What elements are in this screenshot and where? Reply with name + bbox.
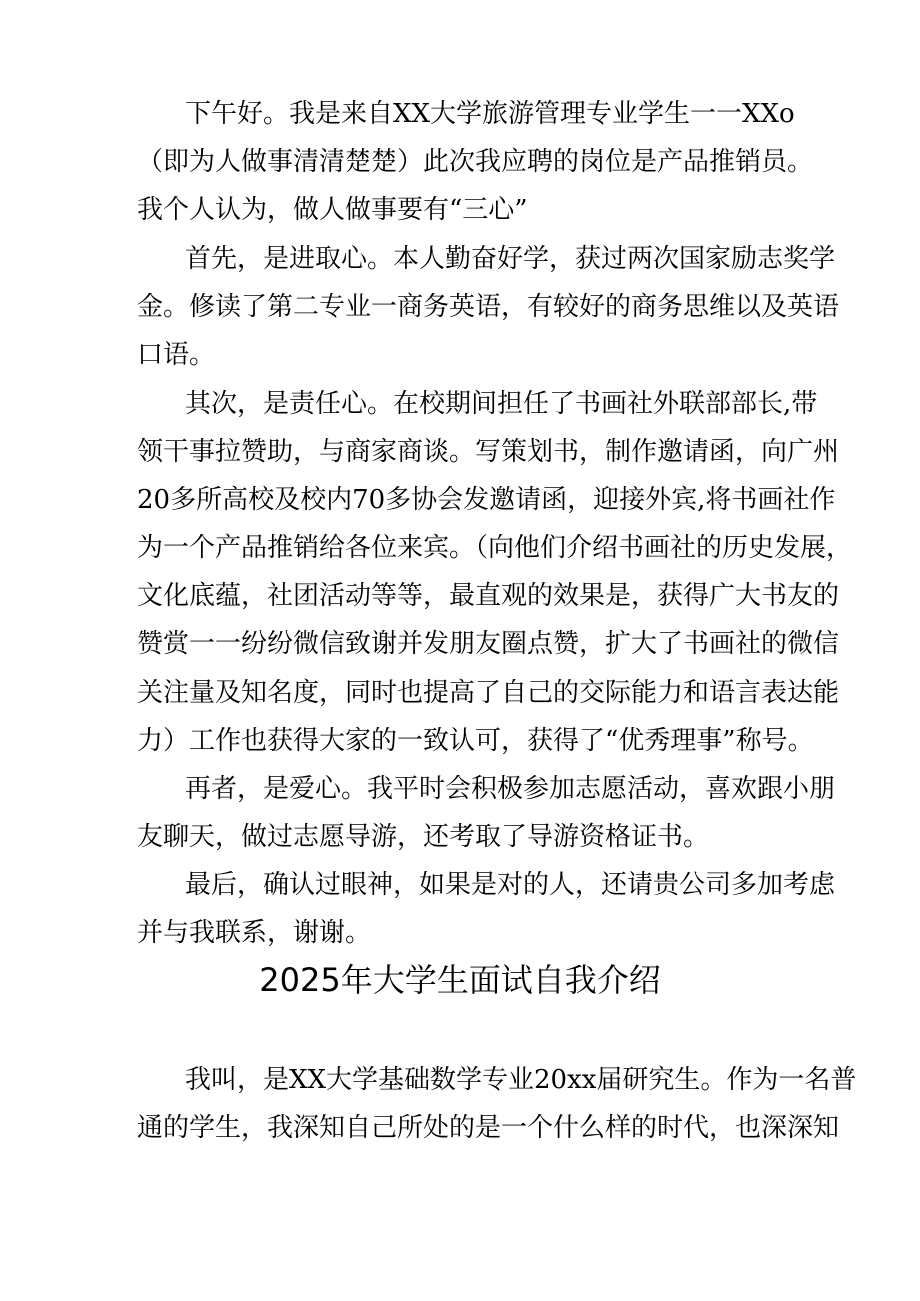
paragraph-line: 我个人认为，做人做事要有“三心”: [137, 195, 528, 225]
paragraph-line: 20多所高校及校内70多协会发邀请函，迎接外宾,将书画社作: [137, 485, 836, 515]
paragraph-line: 首先，是进取心。本人勤奋好学，获过两次国家励志奖学: [185, 244, 836, 274]
paragraph-line: 文化底蕴，社团活动等等，最直观的效果是，获得广大书友的: [137, 581, 840, 611]
paragraph-line: 通的学生，我深知自己所处的是一个什么样的时代，也深深知: [137, 1113, 840, 1143]
paragraph-line: 力）工作也获得大家的一致认可，获得了“优秀理事”称号。: [137, 726, 814, 756]
paragraph-line: 最后，确认过眼神，如果是对的人，还请贵公司多加考虑: [185, 870, 836, 900]
paragraph-line: 下午好。我是来自XX大学旅游管理专业学生一一XXo: [185, 99, 795, 129]
paragraph-line: 其次，是责任心。在校期间担任了书画社外联部部长,带: [185, 389, 818, 419]
paragraph-line: （即为人做事清清楚楚）此次我应聘的岗位是产品推销员。: [137, 147, 814, 177]
paragraph-line: 友聊天，做过志愿导游，还考取了导游资格证书。: [137, 822, 710, 852]
paragraph-line: 并与我联系，谢谢。: [137, 918, 372, 948]
section-title: 2025年大学生面试自我介绍: [259, 961, 661, 999]
paragraph-line: 赞赏一一纷纷微信致谢并发朋友圈点赞，扩大了书画社的微信: [137, 629, 840, 659]
paragraph-line: 关注量及知名度，同时也提高了自己的交际能力和语言表达能: [137, 678, 840, 708]
paragraph-line: 口语。: [137, 340, 216, 370]
paragraph-line: 领干事拉赞助，与商家商谈。写策划书，制作邀请函，向广州: [137, 437, 840, 467]
paragraph-line: 我叫，是XX大学基础数学专业20xx届研究生。作为一名普: [185, 1065, 857, 1095]
paragraph-line: 金。修读了第二专业一商务英语，有较好的商务思维以及英语: [137, 292, 840, 322]
paragraph-line: 再者，是爱心。我平时会积极参加志愿活动，喜欢跟小朋: [185, 774, 836, 804]
paragraph-line: 为一个产品推销给各位来宾。（向他们介绍书画社的历史发展，: [137, 533, 853, 563]
